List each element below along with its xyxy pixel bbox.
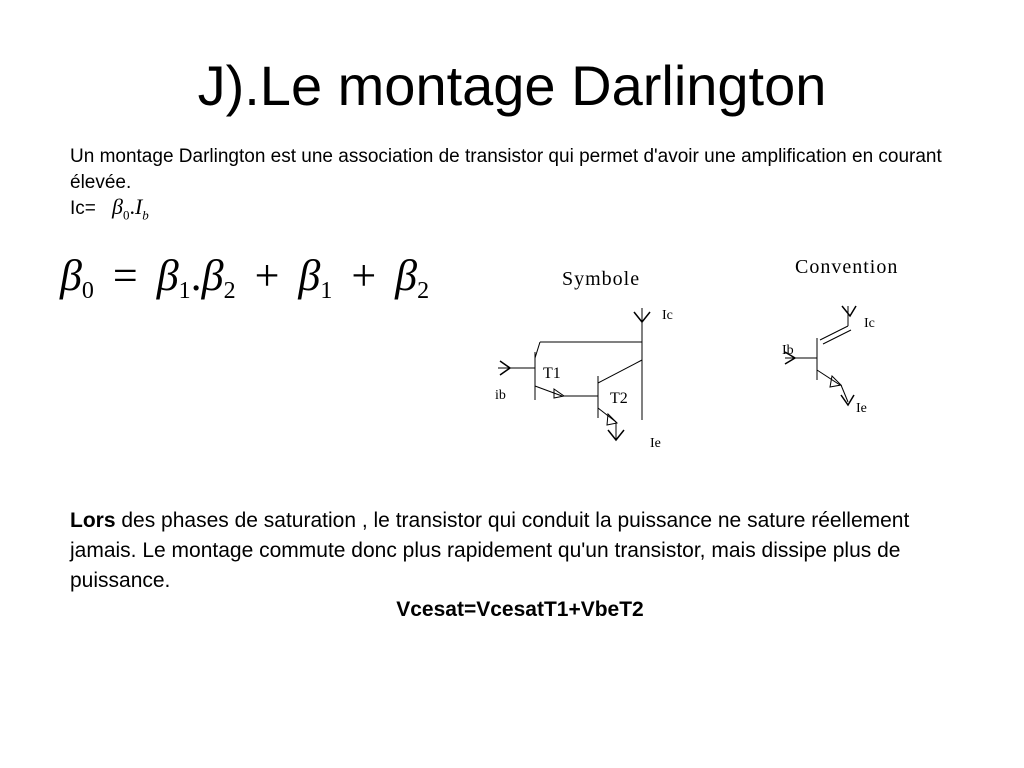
- vcesat-formula: Vcesat=VcesatT1+VbeT2: [396, 598, 644, 621]
- ic-formula-dot: .: [129, 194, 135, 219]
- beta-2-sub: 2: [223, 278, 236, 304]
- slide-title: J).Le montage Darlington: [197, 54, 827, 117]
- ic-formula-i-sub: b: [142, 207, 149, 223]
- ib-symbol-label: ib: [495, 388, 506, 403]
- beta-1b: β: [298, 251, 321, 300]
- ic-formula-beta: β: [112, 194, 123, 219]
- t2-label: T2: [610, 390, 628, 407]
- ic-symbol-label: Ic: [662, 308, 673, 323]
- paragraph-bold-word: Lors: [70, 509, 116, 532]
- ie-symbol-label: Ie: [650, 436, 661, 451]
- ic-formula-i: I: [134, 194, 143, 219]
- beta-formula: [60, 250, 429, 305]
- beta-0-sub: 0: [81, 278, 94, 304]
- saturation-paragraph: [70, 506, 980, 596]
- beta-1-sub: 1: [178, 278, 191, 304]
- convention-label: Convention: [795, 256, 899, 278]
- ic-label: Ic=: [70, 198, 96, 219]
- darlington-symbol: [498, 308, 650, 440]
- ic-formula: [112, 194, 149, 223]
- beta-1: β: [156, 251, 179, 300]
- conv-ic-label: Ic: [864, 316, 875, 331]
- t1-label: T1: [543, 365, 561, 382]
- beta-2b: β: [395, 251, 418, 300]
- beta-1b-sub: 1: [320, 278, 333, 304]
- paragraph-text: des phases de saturation , le transistor qui conduit la puissance ne sature réellement jamais. Le montage commute donc plus rapidement qu'un transistor, mais dissipe plus de puissance.: [70, 509, 910, 592]
- plus-sign-2: +: [351, 251, 377, 300]
- times-dot: .: [190, 251, 202, 300]
- plus-sign-1: +: [254, 251, 280, 300]
- darlington-diagram: [480, 240, 960, 470]
- symbole-label: Symbole: [562, 268, 641, 290]
- convention-symbol: [785, 306, 856, 405]
- equals-sign: =: [112, 251, 138, 300]
- beta-0: β: [60, 251, 82, 300]
- ic-formula-beta-sub: 0: [122, 207, 130, 223]
- conv-ie-label: Ie: [856, 401, 867, 416]
- beta-2: β: [201, 251, 224, 300]
- conv-ib-label: Ib: [782, 343, 794, 358]
- intro-text: Un montage Darlington est une association de transistor qui permet d'avoir une amplification en courant élevée.: [70, 146, 942, 193]
- beta-2b-sub: 2: [417, 278, 430, 304]
